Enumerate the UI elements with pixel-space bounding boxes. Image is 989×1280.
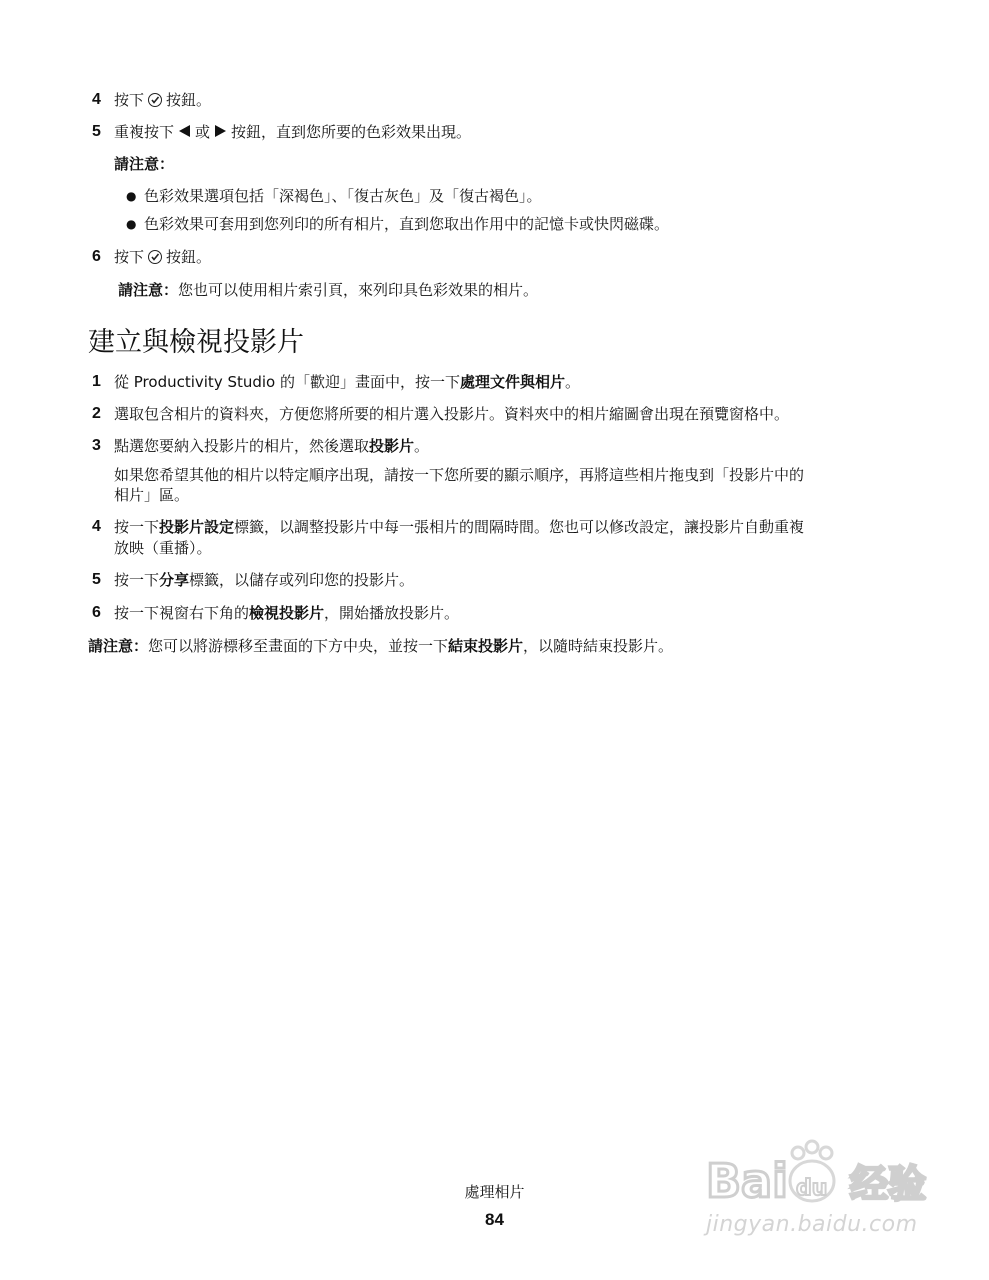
svg-text:经验: 经验 — [850, 1162, 927, 1206]
step-bold-term: 投影片設定 — [159, 518, 235, 536]
step-text-post: 。 — [565, 373, 581, 391]
step-text-post: 標籤，以調整投影片中每一張相片的間隔時間。您也可以修改設定，讓投影片自動重複 — [234, 518, 805, 536]
right-arrow-icon — [214, 124, 227, 138]
slideshow-step-1 — [114, 372, 580, 392]
slideshow-step-5 — [114, 570, 414, 590]
step-5-text — [114, 122, 471, 142]
step-text-pre: 點選您要納入投影片的相片，然後選取 — [114, 437, 370, 455]
step-bold-term: 檢視投影片 — [249, 604, 325, 622]
step-3-paragraph-line: 相片」區。 — [114, 486, 190, 504]
step-bold-term: 投影片 — [369, 437, 415, 455]
note-label: 請注意： — [88, 637, 149, 655]
footer-chapter-title: 處理相片 — [464, 1183, 525, 1201]
step-bold-term: 處理文件與相片 — [460, 373, 566, 391]
step-4-line-2: 放映（重播）。 — [114, 539, 212, 557]
step-text-pre: 從 Productivity Studio 的「歡迎」畫面中，按一下 — [114, 373, 461, 391]
step-number: 1 — [92, 373, 101, 390]
note-paragraph — [88, 636, 673, 656]
select-checkmark-icon — [148, 250, 162, 264]
step-text-pre: 按一下 — [114, 571, 160, 589]
bullet-icon: ● — [126, 217, 137, 231]
select-checkmark-icon — [148, 93, 162, 107]
note-bold-term: 結束投影片 — [448, 637, 524, 655]
step-6-pre: 按下 — [114, 248, 145, 266]
bullet-item: 色彩效果可套用到您列印的所有相片，直到您取出作用中的記憶卡或快閃磁碟。 — [144, 215, 670, 233]
step-bold-term: 分享 — [159, 571, 190, 589]
step-text-post: 標籤，以儲存或列印您的投影片。 — [189, 571, 415, 589]
step-4-post: 按鈕。 — [166, 91, 212, 109]
step-number: 5 — [92, 123, 101, 140]
step-4-text — [114, 90, 211, 110]
watermark-url: jingyan.baidu.com — [706, 1212, 918, 1237]
step-text-post: ，開始播放投影片。 — [324, 604, 460, 622]
slideshow-step-4 — [114, 517, 804, 537]
step-number: 2 — [92, 405, 101, 422]
note-text-pre: 您可以將游標移至畫面的下方中央，並按一下 — [148, 637, 449, 655]
slideshow-step-2: 選取包含相片的資料夾，方便您將所要的相片選入投影片。資料夾中的相片縮圖會出現在預覽窗格中。 — [114, 405, 790, 423]
slideshow-step-3 — [114, 436, 429, 456]
step-text-pre: 按一下 — [114, 518, 160, 536]
step-number: 3 — [92, 437, 101, 454]
left-arrow-icon — [178, 124, 191, 138]
note-label: 請注意： — [118, 281, 179, 299]
step-4-pre: 按下 — [114, 91, 145, 109]
step-5-mid: 或 — [195, 123, 211, 141]
svg-text:Bai: Bai — [706, 1154, 788, 1208]
page-number: 84 — [485, 1210, 504, 1229]
step-number: 4 — [92, 91, 101, 108]
section-heading: 建立與檢視投影片 — [88, 327, 304, 358]
note-paragraph — [118, 280, 538, 300]
step-5-pre: 重複按下 — [114, 123, 175, 141]
step-number: 6 — [92, 248, 101, 265]
step-text-pre: 按一下視窗右下角的 — [114, 604, 250, 622]
step-6-text — [114, 247, 211, 267]
note-label: 請注意： — [114, 155, 175, 173]
note-text: 您也可以使用相片索引頁，來列印具色彩效果的相片。 — [178, 281, 539, 299]
step-number: 6 — [92, 604, 101, 621]
step-6-post: 按鈕。 — [166, 248, 212, 266]
step-text-post: 。 — [414, 437, 430, 455]
step-number: 5 — [92, 571, 101, 588]
svg-text:du: du — [796, 1176, 828, 1201]
note-text-post: ，以隨時結束投影片。 — [523, 637, 674, 655]
step-number: 4 — [92, 518, 101, 535]
bullet-item: 色彩效果選項包括「深褐色」、「復古灰色」及「復古褐色」。 — [144, 187, 542, 205]
step-3-paragraph-line: 如果您希望其他的相片以特定順序出現，請按一下您所要的顯示順序，再將這些相片拖曳到「投影片中的 — [114, 466, 805, 484]
bullet-icon: ● — [126, 189, 137, 203]
step-5-post: 按鈕，直到您所要的色彩效果出現。 — [231, 123, 472, 141]
slideshow-step-6 — [114, 603, 459, 623]
